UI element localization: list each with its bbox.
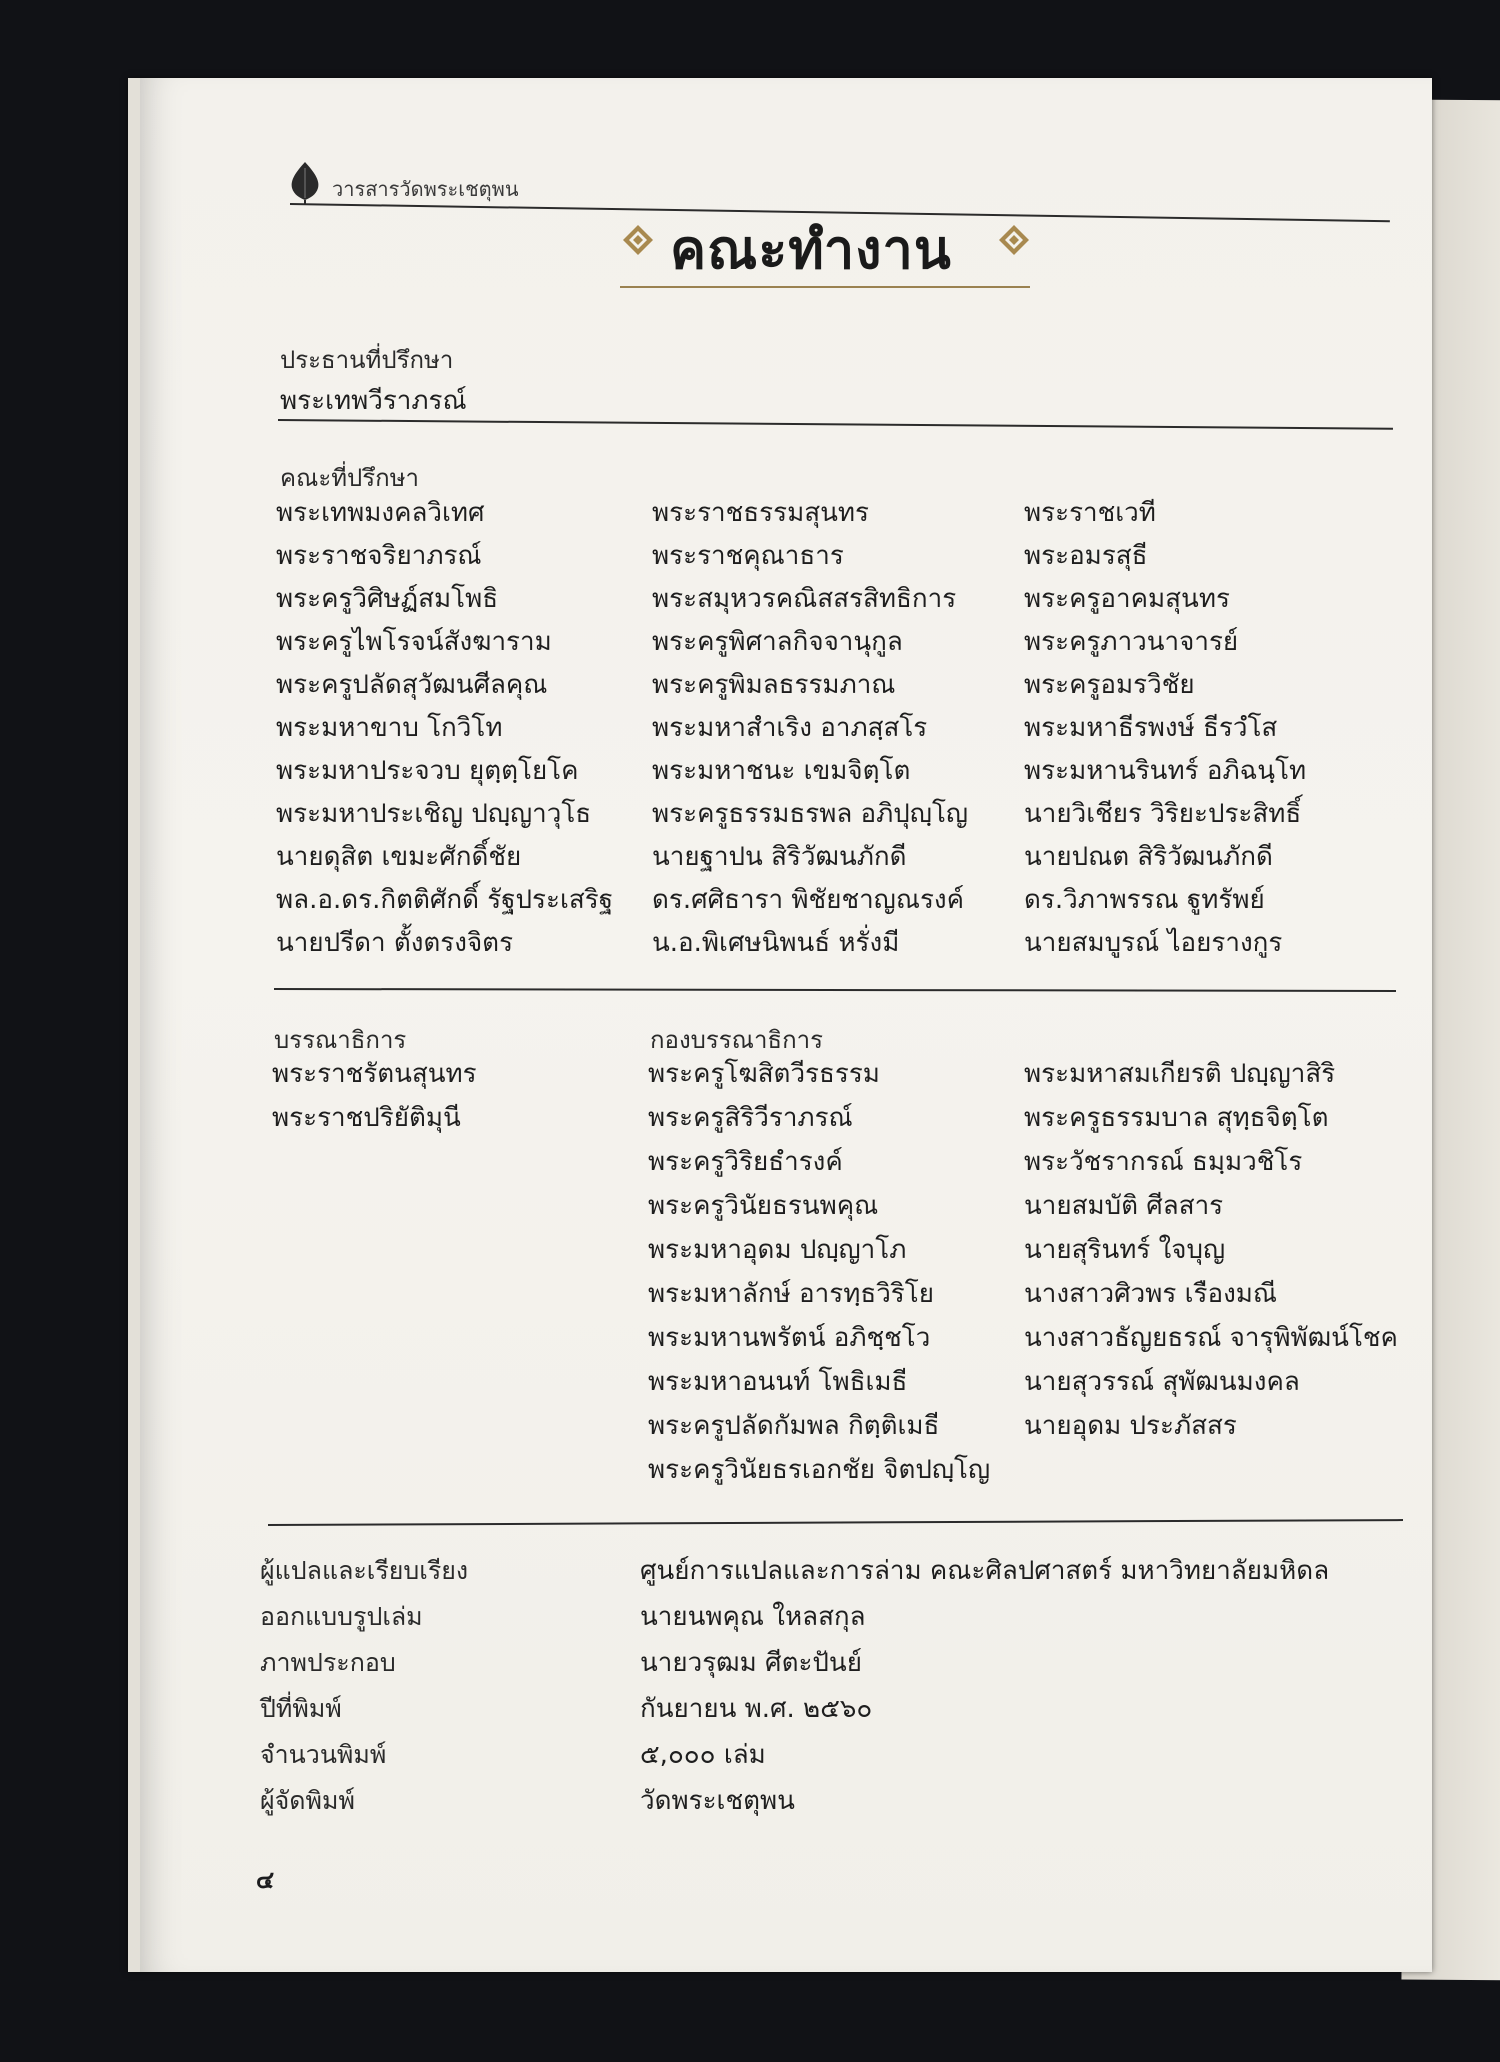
credit-label: ปีที่พิมพ์ [260,1694,342,1723]
credit-label: จำนวนพิมพ์ [260,1740,387,1769]
credit-label: ผู้จัดพิมพ์ [260,1786,355,1815]
list-item: พล.อ.ดร.กิตติศักดิ์ รัฐประเสริฐ [276,885,614,915]
list-item: พระครูธรรมบาล สุทฺธจิตฺโต [1024,1103,1329,1133]
page-number: ๔ [256,1866,275,1894]
list-item: พระราชธรรมสุนทร [652,498,869,528]
credit-value: กันยายน พ.ศ. ๒๕๖๐ [640,1694,873,1724]
advisors-column-3 [1024,492,1306,965]
list-item: นายสมบัติ ศีลสาร [1024,1191,1224,1221]
list-item: นายสุวรรณ์ สุพัฒนมงคล [1024,1367,1300,1397]
list-item: พระวัชรากรณ์ ธมฺมวชิโร [1024,1147,1303,1177]
credits-labels [260,1548,468,1824]
editorial-board-column-1 [648,1052,990,1492]
advisors-column-1 [276,492,613,965]
advisors-column-2 [652,492,968,965]
chairman-name: พระเทพวีราภรณ์ [280,386,467,416]
list-item: พระครูวิศิษฏ์สมโพธิ [276,584,499,614]
credit-value: นายวรุฒม ศีตะปันย์ [640,1648,862,1678]
list-item: พระครูไพโรจน์สังฆาราม [276,627,552,657]
title-ornament-right-icon [998,224,1030,256]
list-item: พระครูอมรวิชัย [1024,670,1195,700]
list-item: พระครูวินัยธรเอกชัย จิตปญฺโญ [648,1455,991,1485]
list-item: นางสาวธัญยธรณ์ จารุพิพัฒน์โชค [1024,1323,1398,1353]
list-item: นายดุสิต เขมะศักดิ์ชัย [276,842,522,872]
list-item: พระครูโฆสิตวีรธรรม [648,1059,880,1089]
list-item: นายฐาปน สิริวัฒนภักดี [652,842,907,872]
list-item: พระครูพิศาลกิจจานุกูล [652,627,903,657]
section-divider-1 [278,419,1393,429]
list-item: พระมหาอุดม ปญฺญาโภ [648,1235,907,1265]
credit-label: ภาพประกอบ [260,1648,396,1677]
list-item: นายสุรินทร์ ใจบุญ [1024,1235,1226,1265]
title-underline [620,286,1030,288]
editor-names [272,1052,477,1140]
list-item: ดร.ศศิธารา พิชัยชาญณรงค์ [652,885,965,915]
list-item: พระราชปริยัติมุนี [272,1103,461,1133]
list-item: พระครูสิริวีราภรณ์ [648,1103,853,1133]
list-item: พระราชรัตนสุนทร [272,1059,477,1089]
list-item: นายปรีดา ตั้งตรงจิตร [276,928,514,958]
list-item: พระครูอาคมสุนทร [1024,584,1230,614]
list-item: พระครูธรรมธรพล อภิปุญฺโญ [652,799,969,829]
editorial-board-column-2 [1024,1052,1398,1448]
list-item: พระมหาประจวบ ยุตฺตฺโยโค [276,756,579,786]
list-item: พระครูภาวนาจารย์ [1024,627,1239,657]
list-item: นางสาวศิวพร เรืองมณี [1024,1279,1278,1309]
list-item: ดร.วิภาพรรณ ฐูทรัพย์ [1024,885,1265,915]
list-item: พระราชเวที [1024,498,1156,528]
list-item: พระราชคุณาธาร [652,541,844,571]
list-item: พระมหานพรัตน์ อภิชฺชโว [648,1323,931,1353]
credit-value: ๕,๐๐๐ เล่ม [640,1740,766,1770]
list-item: นายสมบูรณ์ ไอยรางกูร [1024,928,1283,958]
editor-label: บรรณาธิการ [274,1026,407,1054]
list-item: น.อ.พิเศษนิพนธ์ หรั่งมี [652,928,900,958]
list-item: พระมหาขาบ โกวิโท [276,713,503,743]
list-item: พระมหาธีรพงษ์ ธีรวํโส [1024,713,1278,743]
credit-label: ผู้แปลและเรียบเรียง [260,1556,469,1585]
page-title: คณะทำงาน [670,218,952,281]
credit-value: วัดพระเชตุพน [640,1786,795,1816]
editorial-board-label: กองบรรณาธิการ [650,1026,823,1054]
bodhi-leaf-icon [288,160,322,204]
list-item: พระครูวินัยธรนพคุณ [648,1191,879,1221]
credit-label: ออกแบบรูปเล่ม [260,1602,423,1631]
list-item: นายวิเชียร วิริยะประสิทธิ์ [1024,799,1302,829]
list-item: พระครูวิริยธำรงค์ [648,1147,843,1177]
list-item: นายปณต สิริวัฒนภักดี [1024,842,1273,872]
advisors-label: คณะที่ปรึกษา [280,464,419,492]
credit-value: ศูนย์การแปลและการล่าม คณะศิลปศาสตร์ มหาวิทยาลัยมหิดล [640,1556,1330,1586]
section-divider-3 [268,1519,1403,1526]
list-item: พระครูพิมลธรรมภาณ [652,670,896,700]
list-item: พระราชจริยาภรณ์ [276,541,482,571]
list-item: พระครูปลัดสุวัฒนศีลคุณ [276,670,548,700]
list-item: พระอมรสุธี [1024,541,1148,571]
journal-title: วารสารวัดพระเชตุพน [332,177,519,201]
list-item: นายอุดม ประภัสสร [1024,1411,1237,1441]
list-item: พระมหาสำเริง อาภสฺสโร [652,713,928,743]
list-item: พระมหาลักษ์ อารทฺธวิริโย [648,1279,934,1309]
credit-value: นายนพคุณ ใหลสกุล [640,1602,866,1632]
credits-values [640,1548,1329,1824]
magazine-page [128,78,1432,1972]
list-item: พระครูปลัดกัมพล กิตฺติเมธี [648,1411,940,1441]
list-item: พระมหานรินทร์ อภิฉนฺโท [1024,756,1307,786]
list-item: พระเทพมงคลวิเทศ [276,498,485,528]
chairman-label: ประธานที่ปรึกษา [280,346,454,374]
list-item: พระสมุหวรคณิสสรสิทธิการ [652,584,957,614]
list-item: พระมหาสมเกียรติ ปญฺญาสิริ [1024,1059,1336,1089]
list-item: พระมหาชนะ เขมจิตฺโต [652,756,911,786]
list-item: พระมหาอนนท์ โพธิเมธี [648,1367,908,1397]
list-item: พระมหาประเชิญ ปญฺญาวุโธ [276,799,592,829]
section-divider-2 [274,988,1396,992]
title-ornament-left-icon [622,224,654,256]
